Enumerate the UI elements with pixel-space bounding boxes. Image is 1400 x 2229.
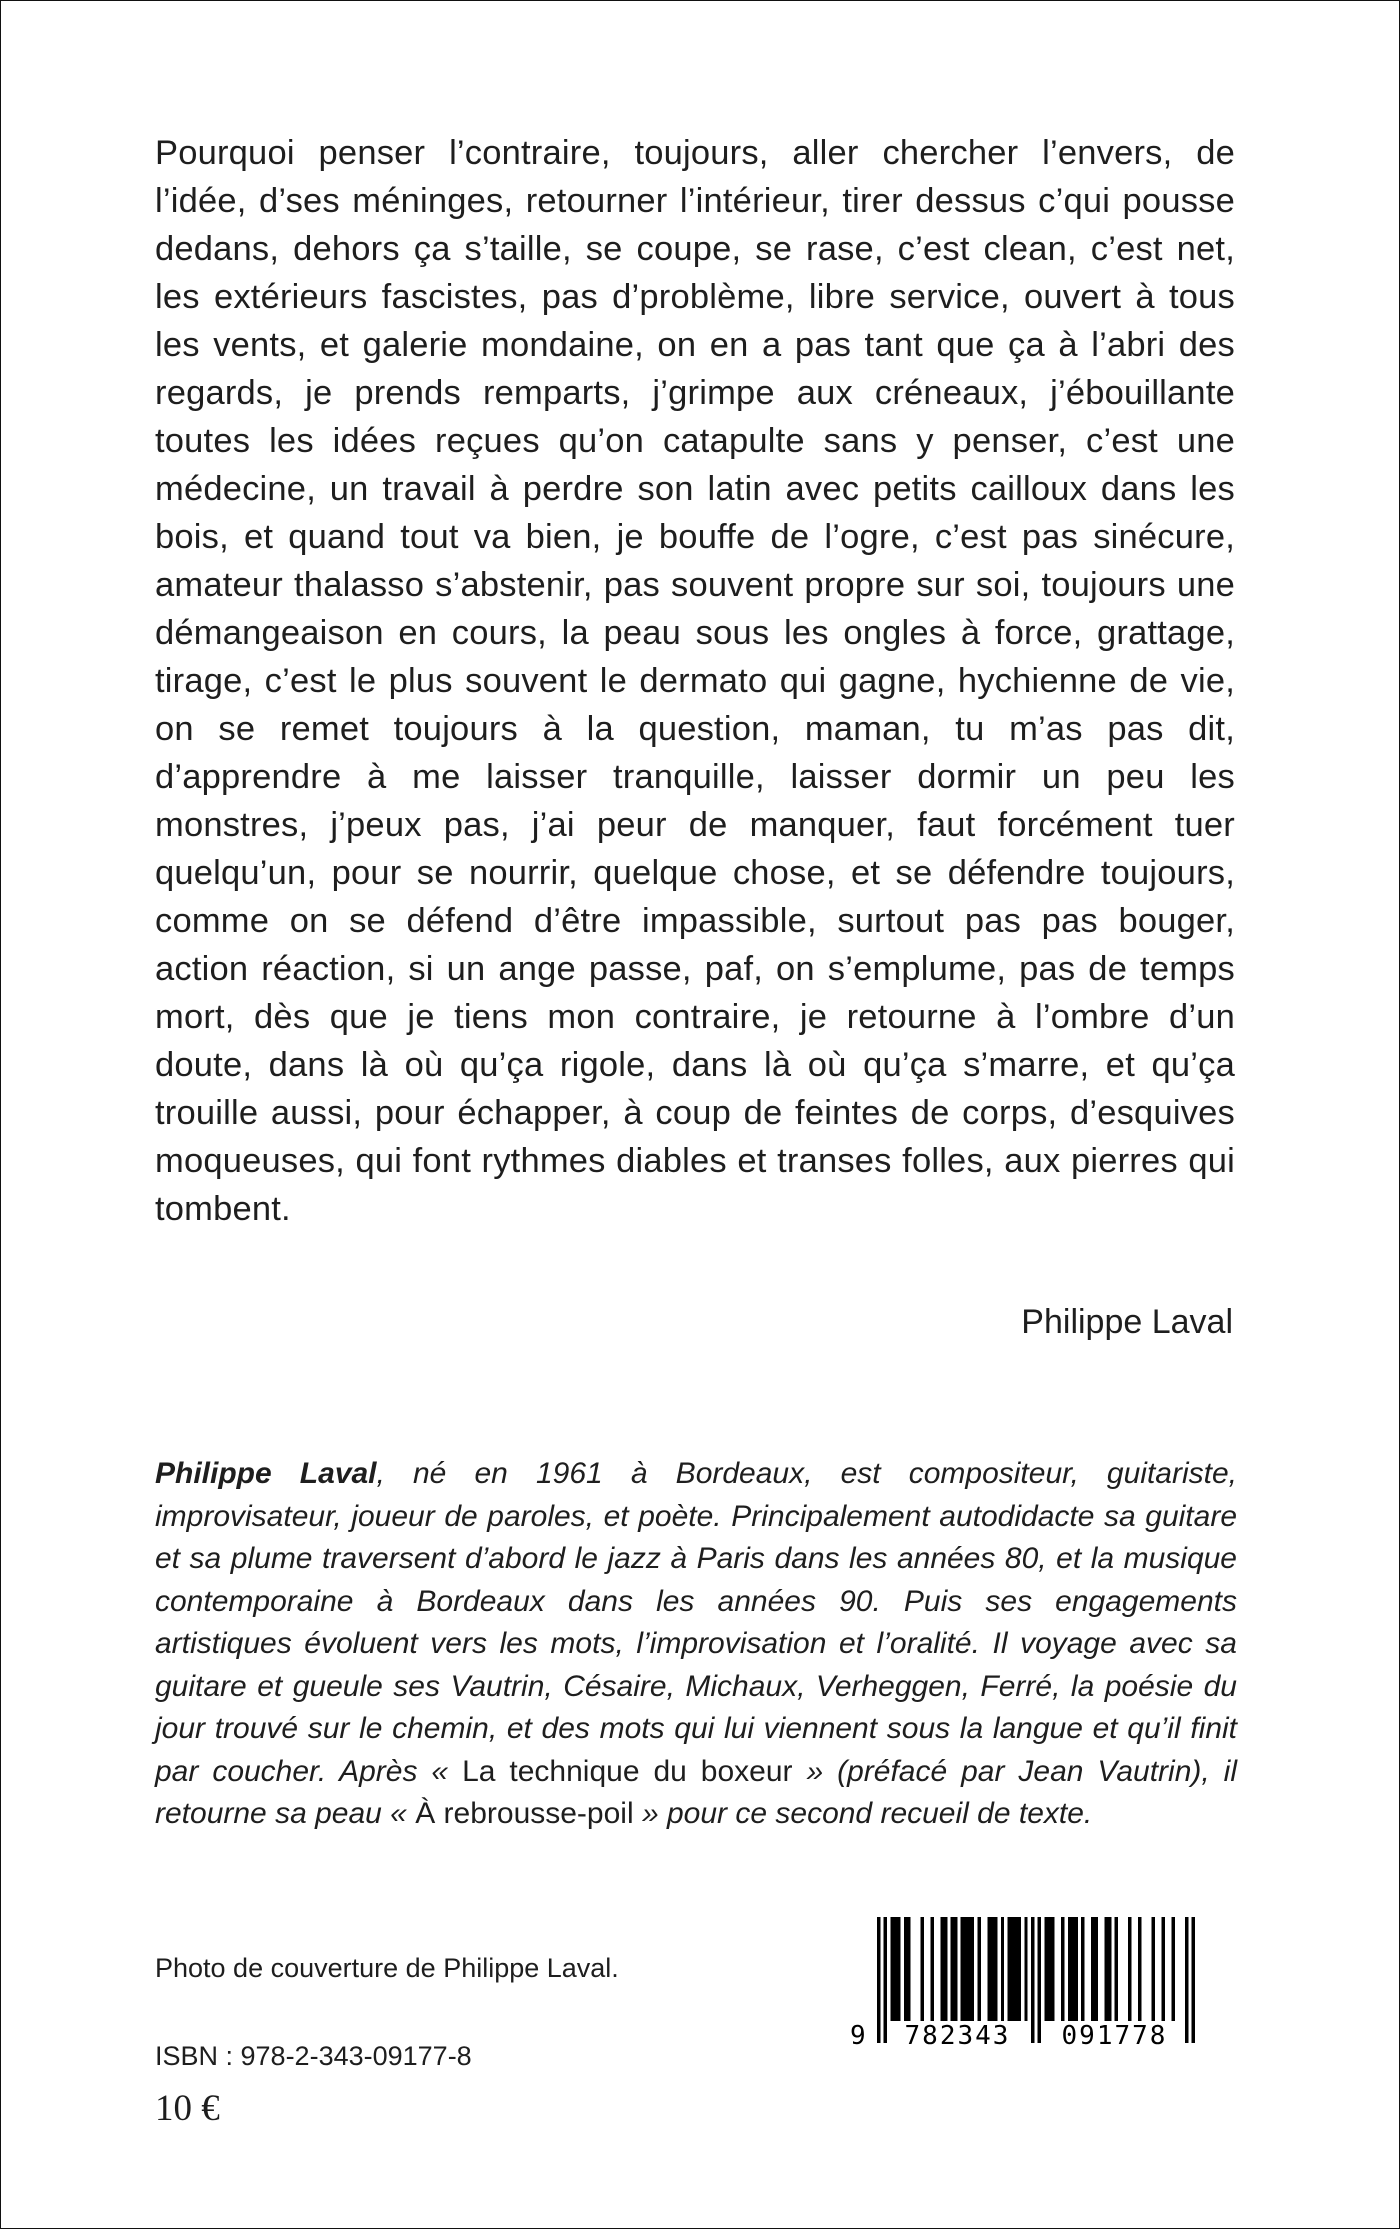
- barcode-digit-left: 9: [850, 2021, 866, 2051]
- barcode: [850, 1917, 1195, 2053]
- author-signature: Philippe Laval: [1021, 1303, 1233, 1341]
- photo-credit: Photo de couverture de Philippe Laval.: [155, 1953, 619, 1983]
- bio-book-title-2: À rebrousse-poil: [415, 1797, 634, 1830]
- back-cover-poem-text: Pourquoi penser l’contraire, toujours, aller chercher l’envers, de l’idée, d’ses méninges, retourner l’intérieur, tirer dessus c’qui pousse dedans, dehors ça s’taille, se coupe, se rase, c’est clean, c’est net, les extérieurs fascistes, pas d’problème, libre service, ouvert à tous les vents, et galerie mondaine, on en a pas tant que ça à l’abri des regards, je prends remparts, j’grimpe aux créneaux, j’ébouillante toutes les idées reçues qu’on catapulte sans y penser, c’est une médecine, un travail à perdre son latin avec petits cailloux dans les bois, et quand tout va bien, je bouffe de l’ogre, c’est pas sinécure, amateur thalasso s’abstenir, pas souvent propre sur soi, toujours une démangeaison en cours, la peau sous les ongles à force, grattage, tirage, c’est le plus souvent le dermato qui gagne, hychienne de vie, on se remet toujours à la question, maman, tu m’as pas dit, d’apprendre à me laisser tranquille, laisser dormir un peu les monstres, j’peux pas, j’ai peur de manquer, faut forcément tuer quelqu’un, pour se nourrir, quelque chose, et se défendre toujours, comme on se défend d’être impassible, surtout pas pas bouger, action réaction, si un ange passe, paf, on s’emplume, pas de temps mort, dès que je tiens mon contraire, je retourne à l’ombre d’un doute, dans là où qu’ça rigole, dans là où qu’ça s’marre, et qu’ça trouille aussi, pour échapper, à coup de feintes de corps, d’esquives moqueuses, qui font rythmes diables et transes folles, aux pierres qui tombent.: [155, 134, 1235, 1228]
- author-bio: [155, 1453, 1237, 1836]
- bio-text-part3: » pour ce second recueil de texte.: [633, 1797, 1093, 1830]
- barcode-digits-mid: 782343: [904, 2021, 1011, 2051]
- barcode-digits-right: 091778: [1061, 2021, 1168, 2051]
- barcode-number: [850, 2019, 1195, 2051]
- bio-text-part1: , né en 1961 à Bordeaux, est compositeur, guitariste, improvisateur, joueur de paroles, et poète. Principalement autodidacte sa guitare et sa plume traversent d’abord le jazz à Paris dans les années 80, et la musique contemporaine à Bordeaux dans les années 90. Puis ses engagements artistiques évoluent vers les mots, l’improvisation et l’oralité. Il voyage avec sa guitare et gueule ses Vautrin, Césaire, Michaux, Verheggen, Ferré, la poésie du jour trouvé sur le chemin, et des mots qui lui viennent sous la langue et qu’il finit par coucher. Après «: [155, 1457, 1237, 1788]
- bio-author-name: Philippe Laval: [155, 1457, 377, 1490]
- bio-book-title-1: La technique du boxeur: [462, 1754, 793, 1788]
- isbn-number: ISBN : 978-2-343-09177-8: [155, 2041, 472, 2071]
- price: 10 €: [155, 2088, 220, 2129]
- bio-text-part2: » (préfacé par Jean Vautrin), il retourne sa peau «: [155, 1754, 1237, 1830]
